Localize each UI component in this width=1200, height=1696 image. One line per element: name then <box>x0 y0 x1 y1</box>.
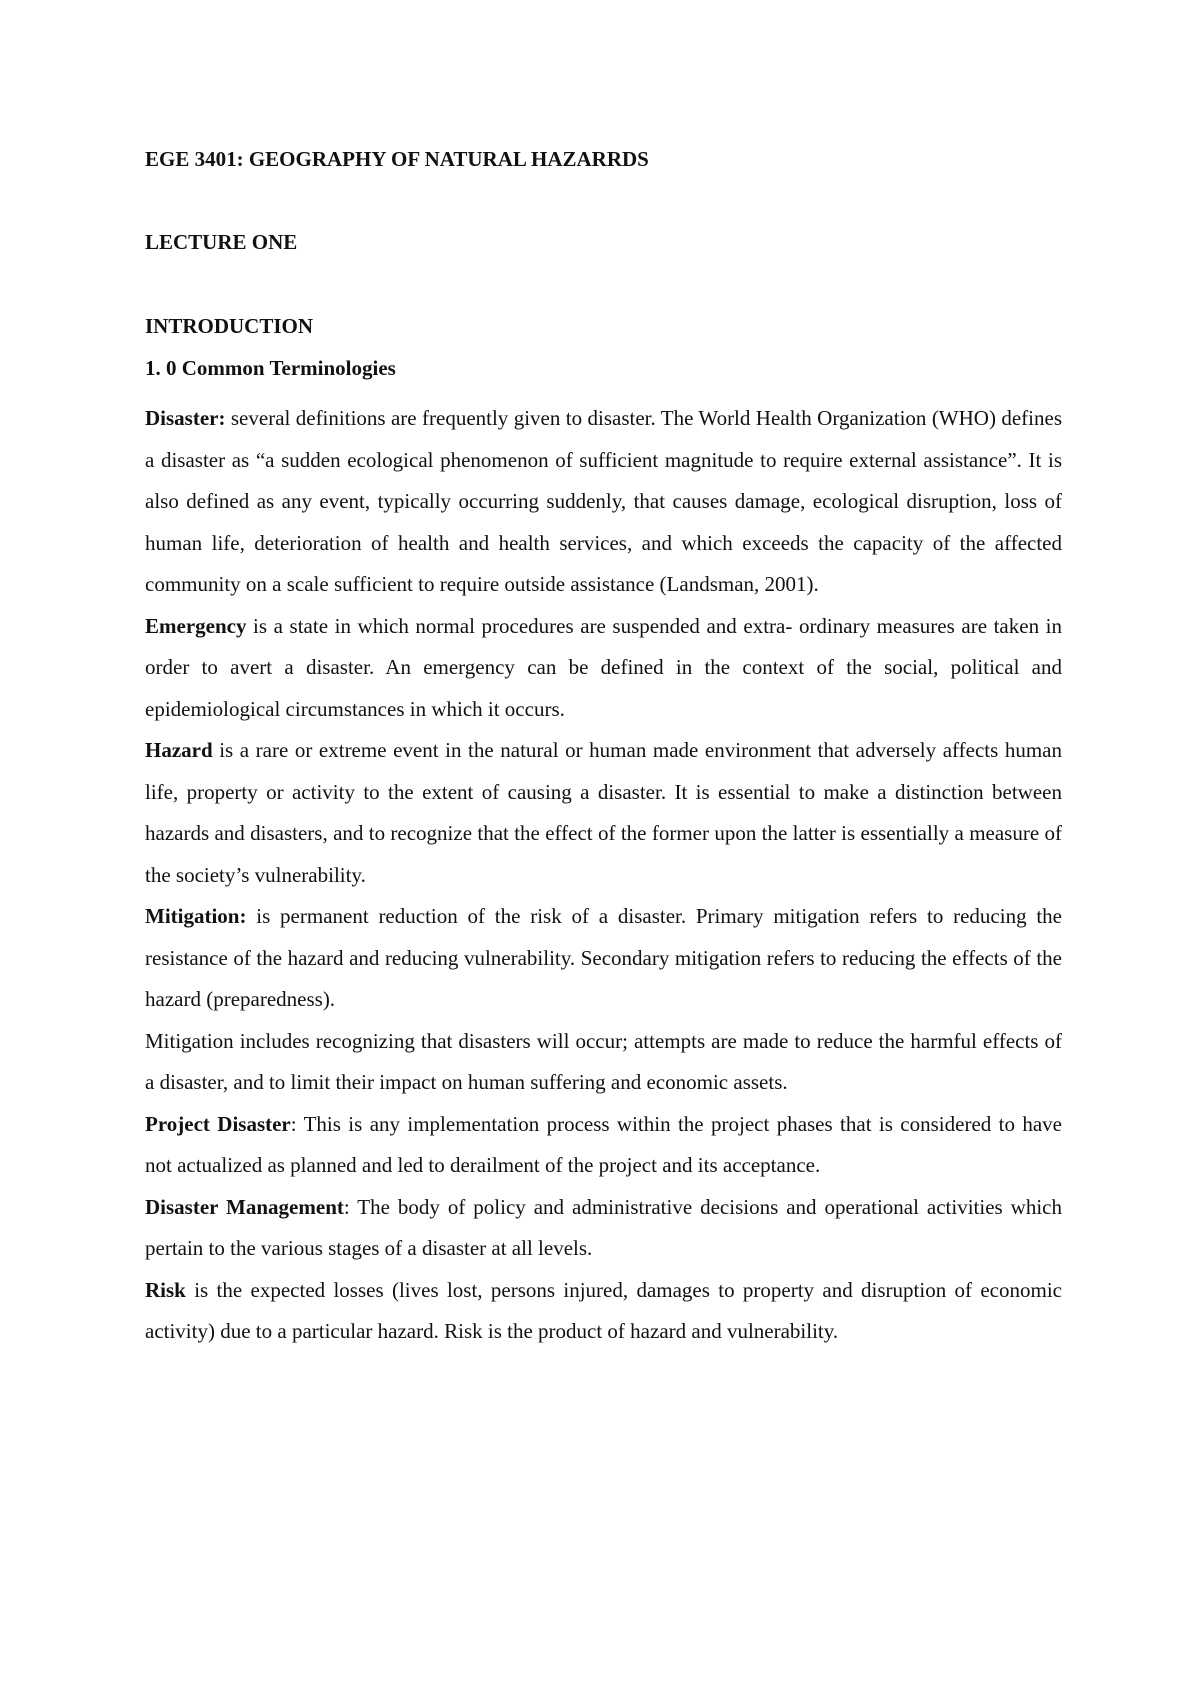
term-emergency: Emergency <box>145 613 247 638</box>
document-body <box>145 398 1062 1353</box>
term-mitigation: Mitigation: <box>145 904 247 928</box>
paragraph-disaster <box>145 398 1062 606</box>
definition-hazard: is a rare or extreme event in the natural or human made environment that adversely affects human life, property or activity to the extent of causing a disaster. It is essential to make a distinction between hazards and disasters, and to recognize that the effect of the former upon the latter is essentially a measure of the society’s vulnerability. <box>145 738 1062 887</box>
term-project-disaster: Project Disaster <box>145 1111 291 1136</box>
mitigation-includes-text: Mitigation includes recognizing that disasters will occur; attempts are made to reduce the harmful effects of a disaster, and to limit their impact on human suffering and economic assets. <box>145 1028 1062 1094</box>
term-risk: Risk <box>145 1277 186 1302</box>
paragraph-project-disaster <box>145 1104 1062 1187</box>
section-heading: 1. 0 Common Terminologies <box>145 356 396 380</box>
definition-project-disaster: : This is any implementation process within the project phases that is considered to have not actualized as planned and led to derailment of the project and its acceptance. <box>145 1111 1062 1177</box>
paragraph-mitigation <box>145 896 1062 1021</box>
definition-mitigation: is permanent reduction of the risk of a disaster. Primary mitigation refers to reducing the resistance of the hazard and reducing vulnerability. Secondary mitigation refers to reducing the effects of the hazard (preparedness). <box>145 904 1062 1011</box>
paragraph-hazard <box>145 730 1062 896</box>
lecture-title: LECTURE ONE <box>145 230 298 254</box>
term-disaster: Disaster: <box>145 406 226 430</box>
course-title: EGE 3401: GEOGRAPHY OF NATURAL HAZARRDS <box>145 147 649 171</box>
paragraph-mitigation-includes <box>145 1021 1062 1104</box>
definition-disaster: several definitions are frequently given to disaster. The World Health Organization (WHO) defines a disaster as “a sudden ecological phenomenon of sufficient magnitude to require external assistance”. It is also defined as any event, typically occurring suddenly, that causes damage, ecological disruption, loss of human life, deterioration of health and health services, and which exceeds the capacity of the affected community on a scale sufficient to require outside assistance (Landsman, 2001). <box>145 406 1062 596</box>
paragraph-emergency <box>145 606 1062 731</box>
paragraph-disaster-management <box>145 1187 1062 1270</box>
definition-emergency: is a state in which normal procedures are suspended and extra- ordinary measures are taken in order to avert a disaster. An emergency can be defined in the context of the social, political and epidemiological circumstances in which it occurs. <box>145 613 1062 721</box>
definition-disaster-management: : The body of policy and administrative decisions and operational activities which pertain to the various stages of a disaster at all levels. <box>145 1194 1062 1260</box>
term-disaster-management: Disaster Management <box>145 1194 344 1219</box>
paragraph-risk <box>145 1270 1062 1353</box>
term-hazard: Hazard <box>145 738 213 762</box>
definition-risk: is the expected losses (lives lost, persons injured, damages to property and disruption of economic activity) due to a particular hazard. Risk is the product of hazard and vulnerability. <box>145 1277 1062 1343</box>
introduction-heading: INTRODUCTION <box>145 314 314 338</box>
